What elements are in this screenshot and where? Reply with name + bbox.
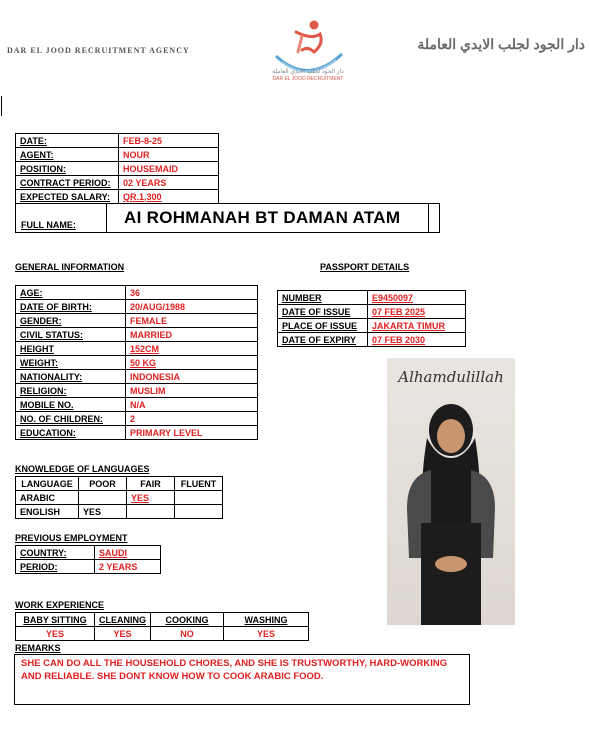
table-row [16, 328, 258, 342]
languages-header: FLUENT [175, 477, 223, 491]
general-label: HEIGHT [16, 342, 126, 356]
logo-caption-en: DAR EL JOOD RECRUITMENT [272, 76, 344, 82]
languages-header: LANGUAGE [16, 477, 79, 491]
passport-label: DATE OF EXPIRY [278, 333, 368, 347]
language-fluent [175, 505, 223, 519]
languages-table [15, 476, 223, 519]
passport-value: JAKARTA TIMUR [368, 319, 466, 333]
table-row [16, 505, 223, 519]
work-value: YES [16, 627, 95, 641]
general-value: INDONESIA [126, 370, 258, 384]
summary-value: NOUR [119, 148, 219, 162]
full-name-value: AI ROHMANAH BT DAMAN ATAM [124, 208, 401, 227]
language-fair [127, 505, 175, 519]
summary-label: DATE: [16, 134, 119, 148]
language-poor: YES [79, 505, 127, 519]
table-row [16, 370, 258, 384]
language-name: ARABIC [16, 491, 79, 505]
full-name-label: FULL NAME: [21, 220, 76, 230]
general-label: AGE: [16, 286, 126, 300]
work-header: CLEANING [95, 613, 151, 627]
general-value: 50 KG [126, 356, 258, 370]
text-cursor [1, 96, 2, 116]
general-label: DATE OF BIRTH: [16, 300, 126, 314]
general-value: PRIMARY LEVEL [126, 426, 258, 440]
agency-name-ar: دار الجود لجلب الايدي العاملة [417, 36, 585, 52]
photo-caption: Alhamdulillah [398, 368, 504, 386]
general-label: NATIONALITY: [16, 370, 126, 384]
table-row [278, 333, 466, 347]
table-row [16, 148, 219, 162]
passport-value: E9450097 [368, 291, 466, 305]
general-value: MARRIED [126, 328, 258, 342]
table-row [16, 300, 258, 314]
passport-value: 07 FEB 2025 [368, 305, 466, 319]
general-value: N/A [126, 398, 258, 412]
summary-table [15, 133, 219, 204]
employment-value: 2 YEARS [95, 560, 161, 574]
work-header: WASHING [224, 613, 309, 627]
work-experience-title: WORK EXPERIENCE [15, 600, 105, 610]
summary-value: 02 YEARS [119, 176, 219, 190]
general-value: 36 [126, 286, 258, 300]
work-experience-table [15, 612, 309, 641]
general-value: 2 [126, 412, 258, 426]
general-label: GENDER: [16, 314, 126, 328]
table-row [16, 398, 258, 412]
work-header: COOKING [151, 613, 224, 627]
table-row [16, 356, 258, 370]
work-value: YES [224, 627, 309, 641]
work-value: NO [151, 627, 224, 641]
general-label: CIVIL STATUS: [16, 328, 126, 342]
employment-label: PERIOD: [16, 560, 95, 574]
previous-employment-table [15, 545, 161, 574]
general-info-title: GENERAL INFORMATION [15, 262, 125, 272]
summary-value: FEB-8-25 [119, 134, 219, 148]
general-info-table [15, 285, 258, 440]
table-row [16, 546, 161, 560]
language-name: ENGLISH [16, 505, 79, 519]
remarks-box [14, 654, 470, 705]
general-value: FEMALE [126, 314, 258, 328]
remarks-title: REMARKS [15, 643, 61, 653]
table-row [278, 291, 466, 305]
general-label: EDUCATION: [16, 426, 126, 440]
language-fair: YES [127, 491, 175, 505]
language-fluent [175, 491, 223, 505]
summary-label: CONTRACT PERIOD: [16, 176, 119, 190]
general-label: NO. OF CHILDREN: [16, 412, 126, 426]
table-row [16, 491, 223, 505]
summary-label: EXPECTED SALARY: [16, 190, 119, 204]
table-row [16, 426, 258, 440]
passport-label: PLACE OF ISSUE [278, 319, 368, 333]
table-row [16, 412, 258, 426]
table-row [16, 613, 309, 627]
employment-label: COUNTRY: [16, 546, 95, 560]
passport-table [277, 290, 466, 347]
table-row [16, 162, 219, 176]
work-header: BABY SITTING [16, 613, 95, 627]
work-value: YES [95, 627, 151, 641]
employment-value: SAUDI [95, 546, 161, 560]
full-name-box [15, 203, 440, 233]
logo-caption-ar: دار الجود لجلب الايدي العاملة [272, 69, 344, 75]
summary-value: HOUSEMAID [119, 162, 219, 176]
passport-title: PASSPORT DETAILS [320, 262, 410, 272]
table-row [16, 176, 219, 190]
agency-name-en: DAR EL JOOD RECRUITMENT AGENCY [7, 46, 190, 55]
table-row [16, 477, 223, 491]
table-row [16, 286, 258, 300]
general-value: MUSLIM [126, 384, 258, 398]
general-label: RELIGION: [16, 384, 126, 398]
languages-title: KNOWLEDGE OF LANGUAGES [15, 464, 150, 474]
person-silhouette-icon [387, 358, 515, 625]
table-row [16, 134, 219, 148]
general-label: MOBILE NO. [16, 398, 126, 412]
table-row [16, 627, 309, 641]
passport-value: 07 FEB 2030 [368, 333, 466, 347]
table-row [16, 190, 219, 204]
candidate-photo [387, 358, 515, 625]
general-value: 152CM [126, 342, 258, 356]
languages-header: POOR [79, 477, 127, 491]
table-row [16, 314, 258, 328]
summary-label: AGENT: [16, 148, 119, 162]
passport-label: NUMBER [278, 291, 368, 305]
table-row [16, 384, 258, 398]
summary-value: QR.1,300 [119, 190, 219, 204]
table-row [278, 305, 466, 319]
table-row [16, 342, 258, 356]
table-row [16, 560, 161, 574]
previous-employment-title: PREVIOUS EMPLOYMENT [15, 533, 128, 543]
languages-header: FAIR [127, 477, 175, 491]
general-value: 20/AUG/1988 [126, 300, 258, 314]
table-row [278, 319, 466, 333]
language-poor [79, 491, 127, 505]
remarks-text: SHE CAN DO ALL THE HOUSEHOLD CHORES, AND SHE IS TRUSTWORTHY, HARD-WORKING AND RELIABLE. SHE DONT KNOW HOW TO COOK ARABIC FOOD. [21, 658, 448, 682]
summary-label: POSITION: [16, 162, 119, 176]
general-label: WEIGHT: [16, 356, 126, 370]
passport-label: DATE OF ISSUE [278, 305, 368, 319]
